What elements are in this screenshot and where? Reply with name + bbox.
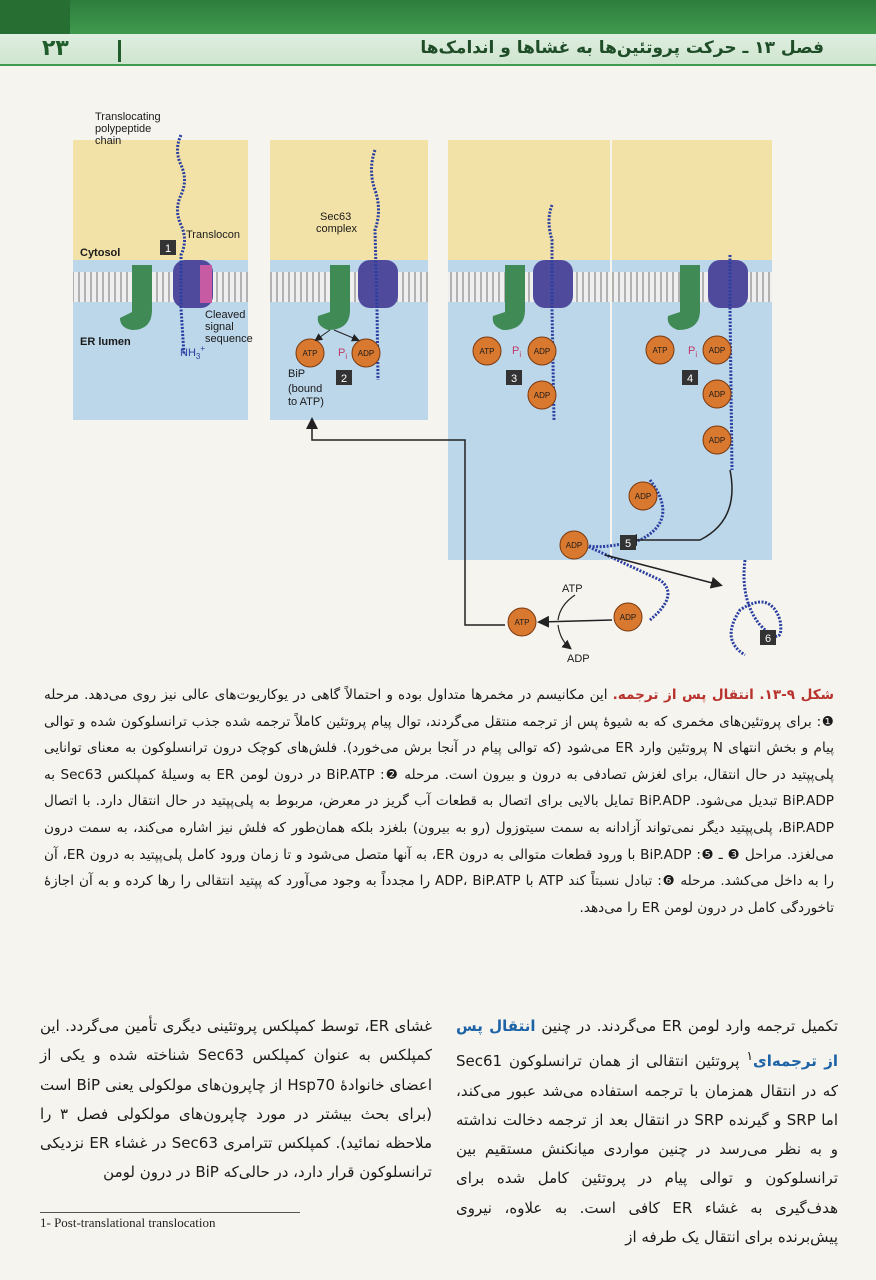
adp-tag-3b: ADP: [533, 391, 551, 400]
sec63-label-2: complex: [316, 223, 357, 235]
cytosol-bg-2: [270, 140, 428, 260]
caption-text: این مکانیسم در مخمرها متداول بوده و احتمالاً گاهی در یوکاریوت‌های عالی نیز روی می‌دهد. مرحله ❶: برای پروتئین‌های مخمری که به شیوهٔ پس از ترجمه منتقل می‌گردند، توال پیام پروتئین کاملاً ترجمه شده جذب ترانسلوکون شده و توالی پیام و بخش انتهای N پروتئین وارد ER می‌شود (که توالی پیام در آنجا برش می‌خورد). فلش‌های کوچک درون ترانسلوکون به معنای توانایی پلی‌پپتید در حال انتقال، برای لغزش تصادفی به درون و بیرون است. مرحله ❷: BiP.ATP در درون لومن ER به وسیلهٔ کمپلکس Sec63 به BiP.ADP تبدیل می‌شود. BiP.ADP تمایل بالایی برای اتصال به قطعات آب گریز در معرض، مربوط به پلی‌پپتید در حال انتقال دارد. با اتصال BiP.ADP، پلی‌پپتید دیگر نمی‌تواند آزادانه به سمت سیتوزول (رو به بیرون) بلغزد بلکه همان‌طور که فلش نیز اشاره می‌کند، به سمت درون می‌لغزد. مراحل ❸ ـ ❺: BiP.ADP با ورود قطعات متوالی به درون ER، به آنها متصل می‌شود و تا زمان ورود کامل پلی‌پپتید به درون ER، آن را به داخل می‌کشد. مرحله ❻: تبادل نسبتاً کند ATP با ADP، BiP.ATP را مجدداً به وجود می‌آورد که پپتید انتقالی را رها کرده و به آن اجازهٔ تاخوردگی کامل در درون لومن ER را می‌دهد.: [44, 687, 835, 916]
lumen-bg-3: [448, 260, 610, 560]
sec63-label-1: Sec63: [320, 211, 352, 223]
pi-sub-2: i: [345, 352, 348, 361]
footnote-rule: [40, 1212, 300, 1213]
atp-tag-6: ATP: [514, 618, 530, 627]
right-text-pre: تکمیل ترجمه وارد لومن ER می‌گردند. در چنین: [535, 1017, 838, 1035]
pi-label-3: P: [512, 345, 520, 357]
caption-label: شکل ۹-۱۳. انتقال پس از ترجمه.: [612, 687, 835, 703]
membrane-3: [448, 272, 610, 302]
corner-decoration: [0, 0, 70, 34]
chain-label-3: chain: [95, 135, 122, 147]
cytosol-label: Cytosol: [80, 247, 121, 259]
step-label-2: 2: [340, 373, 348, 385]
header-divider: [118, 40, 121, 62]
adp-tag-4c: ADP: [708, 436, 726, 445]
right-term-highlight: انتقال پس از ترجمه‌ای: [456, 1017, 838, 1071]
adp-tag-4b: ADP: [708, 390, 726, 399]
bip-label-1: BiP: [288, 368, 306, 380]
cleaved-label-2: signal: [205, 321, 234, 333]
footnote: 1- Post-translational translocation: [40, 1215, 216, 1230]
top-color-band: [0, 0, 876, 34]
adp-tag-5b: ADP: [565, 541, 583, 550]
nh3-superscript: +: [200, 344, 206, 353]
pi-label-4: P: [688, 345, 696, 357]
atp-tag-3: ATP: [479, 347, 495, 356]
bip-label-2: (bound: [288, 383, 323, 395]
adp-tag-3a: ADP: [533, 347, 551, 356]
chapter-title: فصل ۱۳ ـ حرکت پروتئین‌ها به غشاها و اندامک‌ها: [420, 38, 824, 58]
er-lumen-label: ER lumen: [80, 336, 131, 348]
adp-tag-5c: ADP: [619, 613, 637, 622]
adp-tag-2: ADP: [357, 349, 375, 358]
signal-seq-1: [200, 265, 212, 303]
pi-sub-4: i: [695, 350, 698, 359]
membrane-1: [73, 272, 248, 302]
pi-sub-3: i: [519, 350, 522, 359]
page-number: ۲۳: [42, 36, 69, 61]
chain-label-1: Translocating: [95, 111, 161, 123]
translocation-diagram: [40, 80, 840, 675]
translocon-4: [708, 260, 748, 308]
body-column-right: [456, 1012, 838, 1252]
adp-label-exchange: ADP: [567, 653, 590, 665]
figure-9-13: [40, 80, 840, 675]
adp-tag-4a: ADP: [708, 346, 726, 355]
bip-label-3: to ATP): [288, 396, 324, 408]
cleaved-label-1: Cleaved: [205, 309, 246, 321]
cytosol-bg-3: [448, 140, 610, 260]
footnote-marker: ۱: [746, 1048, 754, 1064]
step-label-3: 3: [510, 373, 518, 385]
step-label-5: 5: [624, 538, 632, 550]
right-text-post: پروتئین انتقالی از همان ترانسلوکون Sec61 که در انتقال همزمان با ترجمه استفاده می‌شد عبور می‌کند، اما SRP و گیرنده SRP در انتقال بعد از ترجمه دخالت نداشته و به نظر می‌رسد در چنین مواردی میانکنش مستقیم بین ترانسلوکون و توالی پیام در پروتئین کامل شده برای هدف‌گیری به غشاء ER کافی است. به علاوه، نیروی پیش‌برنده برای انتقال یک طرفه از: [456, 1052, 839, 1247]
nh3-label: NH: [180, 347, 196, 359]
chain-label-2: polypeptide: [95, 123, 152, 135]
step-label-1: 1: [164, 243, 172, 255]
pi-label-2: P: [338, 347, 346, 359]
cleaved-label-3: sequence: [205, 333, 253, 345]
cytosol-bg-4: [612, 140, 772, 260]
body-column-left: غشای ER، توسط کمپلکس پروتئینی دیگری تأمین می‌گردد. این کمپلکس به عنوان کمپلکس Sec63 شناخته شده و یکی از اعضای خانوادهٔ Hsp70 از چاپرون‌های مولکولی یعنی BiP است (برای بحث بیشتر در مورد چاپرون‌های مولکولی فصل ۳ را ملاحظه نمائید). کمپلکس تترامری Sec63 در غشاء ER نزدیکی ترانسلوکون قرار دارد، در حالی‌که BiP در درون لومن: [40, 1017, 433, 1182]
step-label-6: 6: [764, 633, 772, 645]
atp-tag-2: ATP: [302, 349, 318, 358]
atp-tag-4: ATP: [652, 346, 668, 355]
translocon-label: Translocon: [186, 229, 241, 241]
figure-caption: [44, 682, 834, 921]
adp-tag-5a: ADP: [634, 492, 652, 501]
nh3-subscript: 3: [195, 352, 201, 361]
step-label-4: 4: [686, 373, 694, 385]
atp-label-exchange: ATP: [562, 583, 583, 595]
